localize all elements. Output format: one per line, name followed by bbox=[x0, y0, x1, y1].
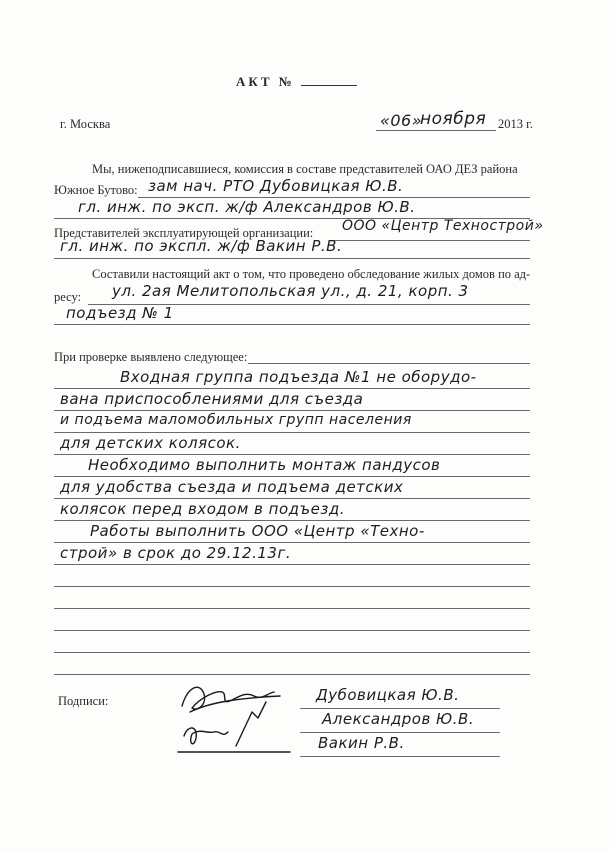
act-title-text: АКТ № bbox=[236, 74, 295, 89]
rule-operator-1 bbox=[334, 240, 530, 241]
rule-finding-8 bbox=[54, 542, 530, 543]
signature-2 bbox=[184, 728, 228, 744]
address-line-1: ул. 2ая Мелитопольская ул., д. 21, корп. 3 bbox=[112, 282, 469, 300]
rule-blank-2 bbox=[54, 608, 530, 609]
rule-finding-7 bbox=[54, 520, 530, 521]
finding-line-7: колясок перед входом в подъезд. bbox=[60, 500, 345, 518]
finding-line-3: и подъема маломобильных групп населения bbox=[60, 412, 412, 428]
rule-finding-5 bbox=[54, 476, 530, 477]
rule-sig-2 bbox=[300, 732, 500, 733]
signatory-name-1: Дубовицкая Ю.В. bbox=[316, 686, 460, 704]
survey-intro: Составили настоящий акт о том, что проведено обследование жилых домов по ад- bbox=[92, 267, 531, 281]
rule-blank-3 bbox=[54, 630, 530, 631]
rule-findings-label bbox=[248, 363, 530, 364]
finding-line-2: вана приспособлениями для съезда bbox=[60, 390, 364, 408]
operator-label: Представителей эксплуатирующей организации: bbox=[54, 226, 314, 240]
commission-member-1: зам нач. РТО Дубовицкая Ю.В. bbox=[148, 177, 404, 195]
date-day: «06» bbox=[380, 111, 423, 130]
date-underline bbox=[376, 130, 496, 131]
rule-sig-3 bbox=[300, 756, 500, 757]
finding-line-5: Необходимо выполнить монтаж пандусов bbox=[88, 456, 441, 474]
rule-finding-6 bbox=[54, 498, 530, 499]
rule-operator-2 bbox=[54, 258, 530, 259]
finding-line-8: Работы выполнить ООО «Центр «Техно- bbox=[90, 522, 425, 540]
signatory-name-3: Вакин Р.В. bbox=[318, 734, 405, 752]
date-year: 2013 г. bbox=[498, 117, 533, 131]
finding-line-9: строй» в срок до 29.12.13г. bbox=[60, 544, 292, 562]
rule-sig-1 bbox=[300, 708, 500, 709]
rule-blank-4 bbox=[54, 652, 530, 653]
commission-intro: Мы, нижеподписавшиеся, комиссия в составе представителей ОАО ДЕЗ района bbox=[92, 162, 518, 176]
district-label: Южное Бутово: bbox=[54, 183, 138, 197]
signature-1 bbox=[182, 687, 274, 709]
address-line-2: подъезд № 1 bbox=[66, 304, 174, 322]
rule-finding-1 bbox=[54, 388, 530, 389]
signature-marks bbox=[170, 672, 310, 762]
date-month: ноября bbox=[420, 109, 487, 129]
signature-2-mark bbox=[236, 702, 266, 746]
signatory-name-2: Александров Ю.В. bbox=[322, 710, 475, 728]
rule-finding-4 bbox=[54, 454, 530, 455]
finding-line-4: для детских колясок. bbox=[60, 434, 241, 452]
finding-line-6: для удобства съезда и подъема детских bbox=[60, 478, 404, 496]
rule-address-2 bbox=[54, 324, 530, 325]
operator-line-2: гл. инж. по экспл. ж/ф Вакин Р.В. bbox=[60, 237, 343, 255]
rule-blank-1 bbox=[54, 586, 530, 587]
rule-finding-2 bbox=[54, 410, 530, 411]
act-number-blank bbox=[301, 73, 357, 86]
signatures-label: Подписи: bbox=[58, 694, 109, 708]
operator-line-1: ООО «Центр Технострой» bbox=[342, 218, 544, 234]
rule-finding-3 bbox=[54, 432, 530, 433]
finding-line-1: Входная группа подъезда №1 не оборудо- bbox=[120, 368, 477, 386]
address-label: ресу: bbox=[54, 290, 82, 304]
rule-finding-9 bbox=[54, 564, 530, 565]
findings-label: При проверке выявлено следующее: bbox=[54, 350, 248, 364]
city-label: г. Москва bbox=[60, 117, 111, 131]
act-title bbox=[236, 73, 357, 90]
commission-member-2: гл. инж. по эксп. ж/ф Александров Ю.В. bbox=[78, 198, 416, 216]
